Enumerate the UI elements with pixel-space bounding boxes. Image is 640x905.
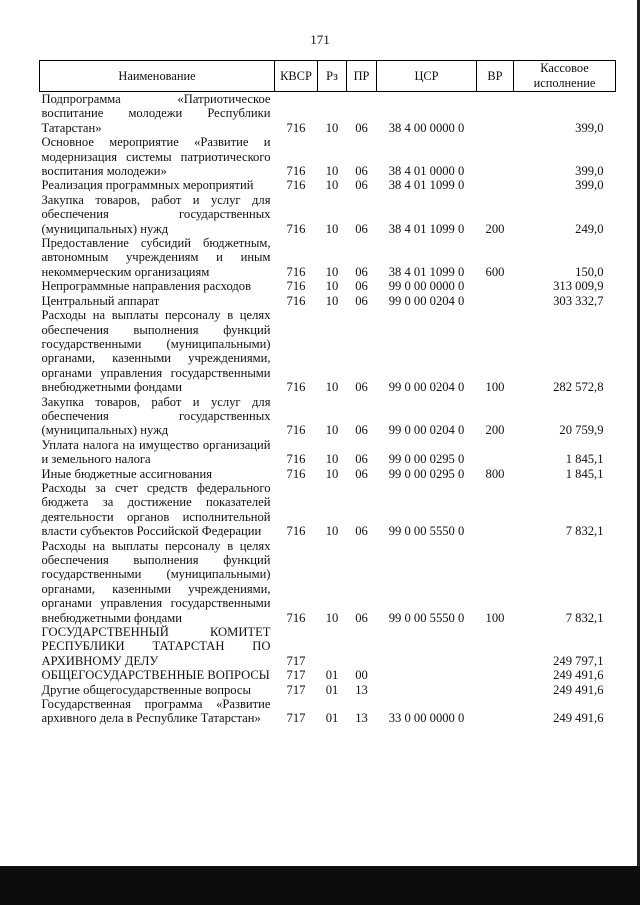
row-pr: 06 [355,423,368,438]
table-row [40,279,616,293]
row-name: Уплата налога на имущество организаций и земельного налога [41,437,271,467]
row-csr: 33 0 00 0000 0 [388,711,465,726]
table-row [40,92,616,136]
table-row [40,697,616,726]
row-vr [477,279,514,293]
row-vr: 100 [485,610,505,625]
row-pr [347,625,377,668]
row-name: Непрограммные направления расходов [41,279,252,294]
table-row [40,178,616,192]
row-pr: 06 [355,293,368,308]
row-name: Подпрограмма «Патриотическое воспитание молодежи Республики Татарстан» [41,92,271,135]
row-rz: 10 [325,293,339,308]
row-sum: 150,0 [575,264,604,279]
row-vr: 800 [485,466,505,481]
row-pr: 06 [355,221,368,236]
row-sum: 282 572,8 [553,380,604,395]
row-sum: 7 832,1 [565,610,604,625]
header-kvsr: КВСР [275,61,318,92]
row-kvsr: 717 [286,711,306,726]
row-kvsr: 716 [286,524,306,539]
row-vr [477,178,514,192]
row-sum: 7 832,1 [565,524,604,539]
row-kvsr: 716 [286,423,306,438]
row-pr: 06 [355,466,368,481]
row-sum: 20 759,9 [559,423,604,438]
table-row [40,683,616,697]
budget-table [39,60,616,726]
row-name: Основное мероприятие «Развитие и модернизация системы патриотического воспитания молодежи» [41,135,271,179]
row-name: Государственная программа «Развитие архивного дела в Республике Татарстан» [41,697,271,726]
row-kvsr: 716 [286,466,306,481]
header-pr: ПР [347,61,377,92]
row-kvsr: 716 [286,279,306,294]
table-row [40,193,616,236]
row-sum: 1 845,1 [565,466,604,481]
row-csr [377,668,477,682]
row-vr [477,683,514,697]
row-kvsr: 717 [286,682,306,697]
table-row [40,668,616,682]
row-rz: 10 [325,524,339,539]
row-name: Расходы за счет средств федерального бюджета за достижение показателей деятельности органов исполнительной власти субъектов Российской Федерации [41,480,271,539]
row-pr: 06 [355,279,368,294]
row-vr [477,135,514,178]
row-kvsr: 716 [286,221,306,236]
table-row [40,236,616,279]
row-pr: 06 [355,120,368,135]
row-name: Закупка товаров, работ и услуг для обеспечения государственных (муниципальных) нужд [41,192,271,236]
row-rz: 10 [325,221,339,236]
row-kvsr: 716 [286,120,306,135]
scan-bottom-bar [0,866,640,905]
row-sum: 399,0 [575,120,604,135]
table-row [40,135,616,178]
row-rz: 01 [325,668,339,683]
table-row [40,438,616,467]
row-pr: 06 [355,610,368,625]
row-name: Расходы на выплаты персоналу в целях обеспечения выполнения функций государственными (муниципальными) органами, казенными учреждениями, органами управления государственными внебюджетными фондами [41,538,271,625]
row-vr [477,625,514,668]
row-rz: 10 [325,178,339,193]
header-sum: Кассовое исполнение [514,61,616,92]
row-kvsr: 716 [286,452,306,467]
row-kvsr: 717 [286,668,306,683]
row-pr: 06 [355,178,368,193]
row-rz: 10 [325,466,339,481]
table-row [40,625,616,668]
row-csr: 38 4 01 0000 0 [388,164,465,179]
row-sum: 249 491,6 [553,668,604,683]
row-sum: 249 491,6 [553,682,604,697]
header-csr: ЦСР [377,61,477,92]
row-rz: 01 [325,682,339,697]
row-kvsr: 716 [286,164,306,179]
row-vr: 600 [485,264,505,279]
table-row [40,481,616,539]
row-sum: 249,0 [575,221,604,236]
row-rz: 01 [325,711,339,726]
header-rz: Рз [318,61,347,92]
row-pr: 06 [355,164,368,179]
row-kvsr: 716 [286,380,306,395]
row-pr: 06 [355,380,368,395]
row-pr: 06 [355,452,368,467]
row-csr: 38 4 01 1099 0 [388,178,465,193]
table-row [40,467,616,481]
row-vr [477,294,514,308]
row-rz: 10 [325,279,339,294]
row-kvsr: 717 [286,653,306,668]
row-csr: 99 0 00 5550 0 [388,610,465,625]
row-pr: 13 [355,682,368,697]
row-vr [477,92,514,136]
row-kvsr: 716 [286,293,306,308]
row-name: Закупка товаров, работ и услуг для обеспечения государственных (муниципальных) нужд [41,394,271,438]
row-rz: 10 [325,120,339,135]
table-row [40,294,616,308]
row-rz: 10 [325,380,339,395]
row-rz: 10 [325,164,339,179]
row-csr [377,683,477,697]
table-body [40,92,616,726]
row-pr: 13 [355,711,368,726]
row-name: Реализация программных мероприятий [41,178,254,193]
row-vr [477,481,514,539]
row-pr: 06 [355,264,368,279]
row-csr [377,625,477,668]
row-kvsr: 716 [286,264,306,279]
row-csr: 99 0 00 0204 0 [388,293,465,308]
row-sum: 249 797,1 [553,653,604,668]
row-csr: 38 4 00 0000 0 [388,120,465,135]
row-rz: 10 [325,423,339,438]
row-sum: 249 491,6 [553,711,604,726]
row-pr: 00 [355,668,368,683]
table-row [40,539,616,625]
row-csr: 99 0 00 0000 0 [388,279,465,294]
row-name: Иные бюджетные ассигнования [41,466,213,481]
row-csr: 38 4 01 1099 0 [388,264,465,279]
row-vr: 200 [485,221,505,236]
row-name: Предоставление субсидий бюджетным, автономным учреждениям и иным некоммерческим организациям [41,236,271,279]
row-vr: 100 [485,380,505,395]
row-csr: 99 0 00 0204 0 [388,423,465,438]
row-sum: 303 332,7 [553,293,604,308]
table-row [40,308,616,394]
row-name: ГОСУДАРСТВЕННЫЙ КОМИТЕТ РЕСПУБЛИКИ ТАТАРСТАН ПО АРХИВНОМУ ДЕЛУ [41,625,271,668]
row-sum: 1 845,1 [565,452,604,467]
row-csr: 99 0 00 0295 0 [388,466,465,481]
page-number: 171 [310,32,330,47]
table-row [40,395,616,438]
row-csr: 99 0 00 0204 0 [388,380,465,395]
row-csr: 99 0 00 0295 0 [388,452,465,467]
row-kvsr: 716 [286,178,306,193]
table-header-row [40,61,616,92]
row-csr: 38 4 01 1099 0 [388,221,465,236]
row-rz: 10 [325,610,339,625]
row-name: ОБЩЕГОСУДАРСТВЕННЫЕ ВОПРОСЫ [41,668,270,683]
row-name: Другие общегосударственные вопросы [41,682,251,697]
row-vr [477,438,514,467]
row-rz [318,625,347,668]
row-vr [477,697,514,726]
row-kvsr: 716 [286,610,306,625]
row-rz: 10 [325,264,339,279]
row-pr: 06 [355,524,368,539]
row-name: Расходы на выплаты персоналу в целях обеспечения выполнения функций государственными (муниципальными) органами, казенными учреждениями, органами управления государственными внебюджетными фондами [41,308,271,395]
row-sum: 313 009,9 [553,279,604,294]
row-sum: 399,0 [575,178,604,193]
row-name: Центральный аппарат [41,293,160,308]
header-vr: ВР [477,61,514,92]
row-vr [477,668,514,682]
row-sum: 399,0 [575,164,604,179]
row-csr: 99 0 00 5550 0 [388,524,465,539]
row-rz: 10 [325,452,339,467]
header-name: Наименование [40,61,275,92]
row-vr: 200 [485,423,505,438]
